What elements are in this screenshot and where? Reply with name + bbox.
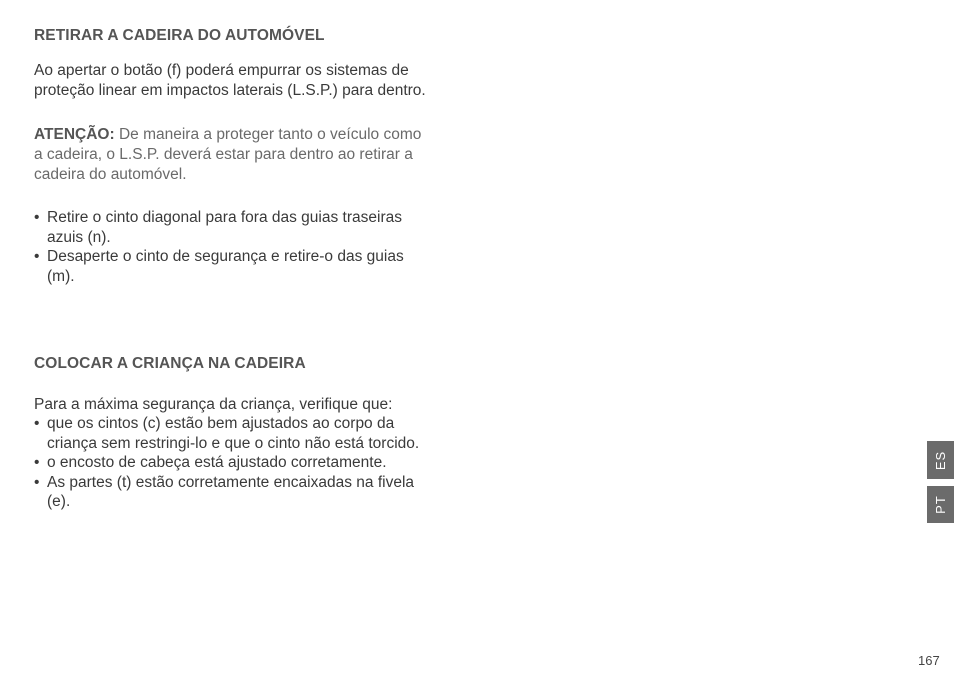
list-item bbox=[34, 414, 419, 453]
list-item bbox=[34, 247, 404, 286]
text-line: a cadeira, o L.S.P. deverá estar para dentro ao retirar a bbox=[34, 146, 413, 163]
text-line: As partes (t) estão corretamente encaixadas na fivela bbox=[47, 473, 415, 491]
bullet-list-place bbox=[34, 414, 419, 512]
page-number: 167 bbox=[918, 653, 940, 668]
text-line: proteção linear em impactos laterais (L.S.P.) para dentro. bbox=[34, 82, 426, 99]
list-item bbox=[34, 208, 404, 247]
list-item bbox=[34, 453, 419, 473]
text-line bbox=[34, 125, 421, 145]
text-line: Retire o cinto diagonal para fora das guias traseiras bbox=[47, 209, 402, 226]
intro-paragraph-place bbox=[34, 395, 392, 415]
list-item bbox=[34, 473, 419, 512]
text-line: que os cintos (c) estão bem ajustados ao corpo da bbox=[47, 415, 395, 432]
bullet-list-remove bbox=[34, 208, 404, 286]
text-line: Para a máxima segurança da criança, verifique que: bbox=[34, 396, 393, 413]
text-line: (m). bbox=[47, 267, 75, 285]
section-heading-remove-seat: RETIRAR A CADEIRA DO AUTOMÓVEL bbox=[34, 27, 325, 44]
text-line: Desaperte o cinto de segurança e retire-o das guias bbox=[47, 248, 404, 265]
text-line: Ao apertar o botão (f) poderá empurrar os sistemas de bbox=[34, 62, 409, 79]
attention-label: ATENÇÃO: bbox=[34, 126, 115, 143]
bullet-marker: • bbox=[34, 209, 40, 226]
section-heading-place-child: COLOCAR A CRIANÇA NA CADEIRA bbox=[34, 355, 306, 372]
intro-paragraph-remove bbox=[34, 61, 426, 101]
text-line: (e). bbox=[47, 493, 71, 510]
language-tab-label: ES bbox=[933, 450, 948, 470]
text-line: criança sem restringi-lo e que o cinto não está torcido. bbox=[47, 434, 420, 452]
bullet-marker: • bbox=[34, 454, 40, 471]
language-tab-label: PT bbox=[933, 495, 948, 514]
attention-paragraph bbox=[34, 125, 421, 185]
bullet-marker: • bbox=[34, 248, 40, 265]
bullet-marker: • bbox=[34, 415, 40, 432]
text-line: o encosto de cabeça está ajustado corretamente. bbox=[47, 454, 387, 471]
text-line: cadeira do automóvel. bbox=[34, 166, 187, 183]
attention-text: De maneira a proteger tanto o veículo como bbox=[114, 126, 422, 143]
language-tab-pt[interactable] bbox=[927, 486, 954, 523]
bullet-marker: • bbox=[34, 473, 40, 491]
text-line: azuis (n). bbox=[47, 228, 111, 246]
language-tab-es[interactable] bbox=[927, 441, 954, 479]
